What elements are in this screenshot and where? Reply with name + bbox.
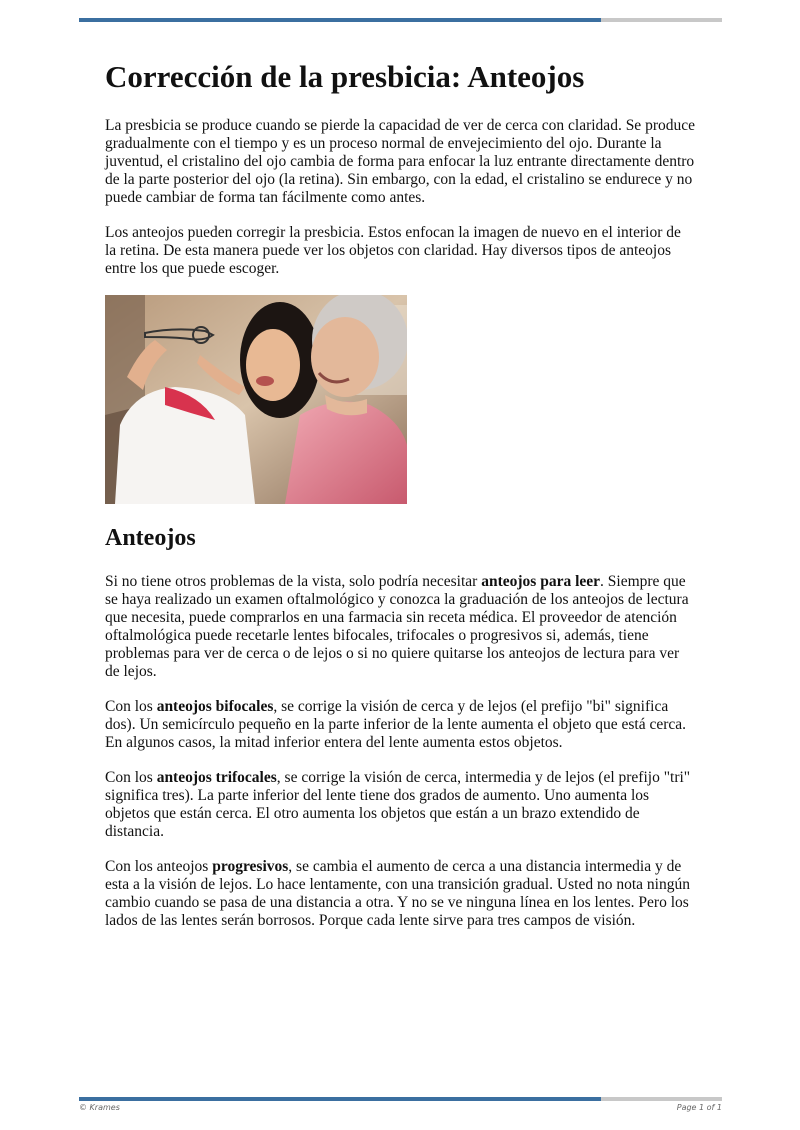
paragraph-progressives [105,858,695,930]
intro-paragraph-1: La presbicia se produce cuando se pierde la capacidad de ver de cerca con claridad. Se produce gradualmente con el tiempo y es un proceso normal de envejecimiento del ojo. Durante la juventud, el cristalino del ojo cambia de forma para enfocar la luz entrante directamente dentro de la parte posterior del ojo (la retina). Sin embargo, con la edad, el cristalino se endurece y no puede cambiar de forma tan fácilmente como antes. [105,117,695,207]
term-bifocals: anteojos bifocales [156,697,274,715]
term-reading-glasses: anteojos para leer [481,572,601,590]
text-segment: Con los [105,697,157,715]
article [105,50,695,947]
paragraph-trifocals [105,769,695,841]
bottom-rule-accent [79,1097,601,1101]
bottom-rule [79,1097,722,1101]
text-segment: Si no tiene otros problemas de la vista, solo podría necesitar [105,572,482,590]
section-heading-anteojos: Anteojos [105,525,196,552]
text-segment: . Siempre que se haya realizado un examen oftalmológico y conozca la graduación de los anteojos de lectura que necesita, puede comprarlos en una farmacia sin receta médica. El proveedor de atención oftalmológica puede recetarle lentes bifocales, trifocales o progresivos si, además, tiene problemas para ver de cerca o de lejos o si no quiere quitarse los anteojos de lectura para ver de lejos. [105,572,689,680]
eye-doctor-photo [105,295,407,504]
top-rule [79,18,722,22]
paragraph-reading-glasses [105,573,695,681]
term-trifocals: anteojos trifocales [156,768,277,786]
text-segment: , se corrige la visión de cerca, intermedia y de lejos (el prefijo "tri" significa tres). La parte inferior del lente tiene dos grados de aumento. Uno aumenta los objetos que están cerca. El otro aumenta los objetos que están a un brazo extendido de distancia. [105,768,691,840]
page-title: Corrección de la presbicia: Anteojos [105,59,585,94]
paragraph-bifocals [105,698,695,752]
text-segment: , se cambia el aumento de cerca a una distancia intermedia y de esta a la visión de lejos. Lo hace lentamente, con una transición gradual. Usted no nota ningún cambio cuando se pasa de una distancia a otra. Y no se ve ninguna línea en los lentes. Pero los lados de las lentes serán borrosos. Porque cada lente sirve para tres campos de visión. [105,857,690,929]
footer-page-number: Page 1 of 1 [676,1103,722,1112]
top-rule-accent [79,18,601,22]
text-segment: , se corrige la visión de cerca y de lejos (el prefijo "bi" significa dos). Un semicírculo pequeño en la parte inferior de la lente aumenta el objeto que está cerca. En algunos casos, la mitad inferior entera del lente aumenta estos objetos. [105,697,687,751]
intro-paragraph-2: Los anteojos pueden corregir la presbicia. Estos enfocan la imagen de nuevo en el interior de la retina. De esta manera puede ver los objetos con claridad. Hay diversos tipos de anteojos entre los que puede escoger. [105,224,681,278]
text-segment: Con los anteojos [105,857,213,875]
top-rule-gray [601,18,722,22]
footer-copyright: © Krames [79,1103,120,1112]
bottom-rule-gray [601,1097,722,1101]
text-segment: Con los [105,768,157,786]
term-progressives: progresivos [212,857,289,875]
